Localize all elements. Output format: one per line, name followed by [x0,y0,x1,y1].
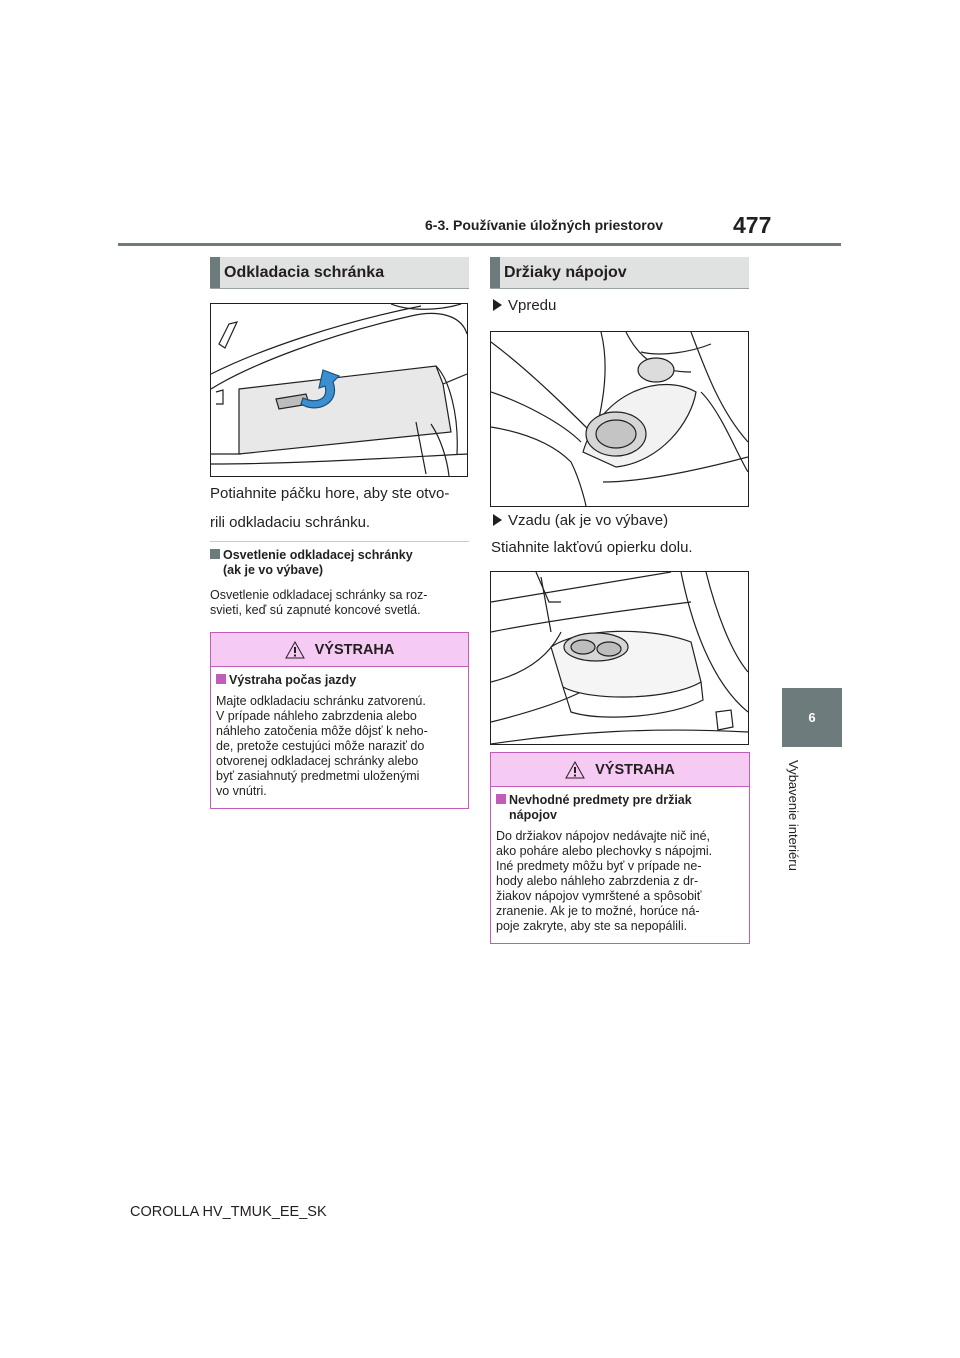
warning-line: poje zakryte, aby ste sa nepopálili. [496,919,688,933]
glovebox-caption-line: Potiahnite páčku hore, aby ste otvo- [210,485,450,502]
header-rule [118,243,841,246]
warning-line: žiakov nápojov vymrštené a spôsobiť [496,889,702,903]
warning-line: ako poháre alebo plechovky s nápojmi. [496,844,713,858]
front-label-text: Vpredu [508,297,557,314]
sub-rule [210,541,469,542]
glovebox-light-heading-line: (ak je vo výbave) [223,563,324,577]
warning-line: hody alebo náhleho zabrzdenia z dr- [496,874,699,888]
chapter-tab[interactable] [782,688,842,747]
page-number: 477 [733,212,772,238]
warning-line: V prípade náhleho zabrzdenia alebo [216,709,417,723]
warning-line: náhleho zatočenia môže dôjsť k neho- [216,724,428,738]
warning-triangle-icon [565,761,585,779]
warning-text [496,829,744,934]
warning-line: Do držiakov nápojov nedávajte nič iné, [496,829,711,843]
warning-line: byť zasiahnutý predmetmi uloženými [216,769,420,783]
chapter-tab-label [781,760,811,900]
warning-heading-text: nápojov [509,808,557,822]
warning-triangle-icon [285,641,305,659]
warning-line: vo vnútri. [216,784,267,798]
section-title-glovebox-text: Odkladacia schránka [224,264,385,281]
warning-heading-text: Nevhodné predmety pre držiak [509,793,692,807]
warning-line: de, pretože cestujúci môže naraziť do [216,739,425,753]
warning-heading [496,793,744,823]
rear-label [493,508,668,533]
glovebox-light-heading [210,548,470,578]
warning-text [216,694,463,799]
triangle-bullet-icon [493,514,502,526]
rear-label-text: Vzadu (ak je vo výbave) [508,512,669,529]
warning-header [211,633,468,667]
glovebox-light-text [210,588,470,618]
warning-line: Iné predmety môžu byť v prípade ne- [496,859,702,873]
section-rule [210,288,469,289]
section-title-cupholders-text: Držiaky nápojov [504,264,627,281]
section-title-cupholders [490,257,749,289]
triangle-bullet-icon [493,299,502,311]
glovebox-light-text-line: Osvetlenie odkladacej schránky sa roz- [210,588,428,602]
warning-box-driving [210,632,469,809]
glovebox-caption [210,481,449,535]
warning-heading [216,673,463,688]
warning-title: VÝSTRAHA [314,641,395,658]
warning-heading-text: Výstraha počas jazdy [229,673,357,687]
chapter-tab-number: 6 [808,710,816,725]
glovebox-light-text-line: svieti, keď sú zapnuté koncové svetlá. [210,603,421,617]
square-bullet-icon [216,674,226,684]
warning-title: VÝSTRAHA [595,761,675,778]
section-title-glovebox [210,257,469,289]
footer-code: COROLLA HV_TMUK_EE_SK [130,1204,327,1220]
square-bullet-icon [496,794,506,804]
glovebox-caption-line: rili odkladaciu schránku. [210,514,371,531]
warning-line: otvorenej odkladacej schránky alebo [216,754,419,768]
square-bullet-icon [210,549,220,559]
warning-header [491,753,749,787]
glovebox-illustration [210,303,468,477]
chapter-tab-label-text: Vybavenie interiéru [786,760,801,871]
chapter-title: 6-3. Používanie úložných priestorov [425,217,664,233]
warning-box-cupholders [490,752,750,944]
section-rule [490,288,749,289]
warning-line: Majte odkladaciu schránku zatvorenú. [216,694,426,708]
rear-cupholder-illustration [490,571,749,745]
warning-line: zranenie. Ak je to možné, horúce ná- [496,904,700,918]
front-cupholder-illustration [490,331,749,507]
front-label [493,293,556,318]
rear-instruction: Stiahnite lakťovú opierku dolu. [491,539,693,556]
glovebox-light-heading-line: Osvetlenie odkladacej schránky [223,548,413,562]
